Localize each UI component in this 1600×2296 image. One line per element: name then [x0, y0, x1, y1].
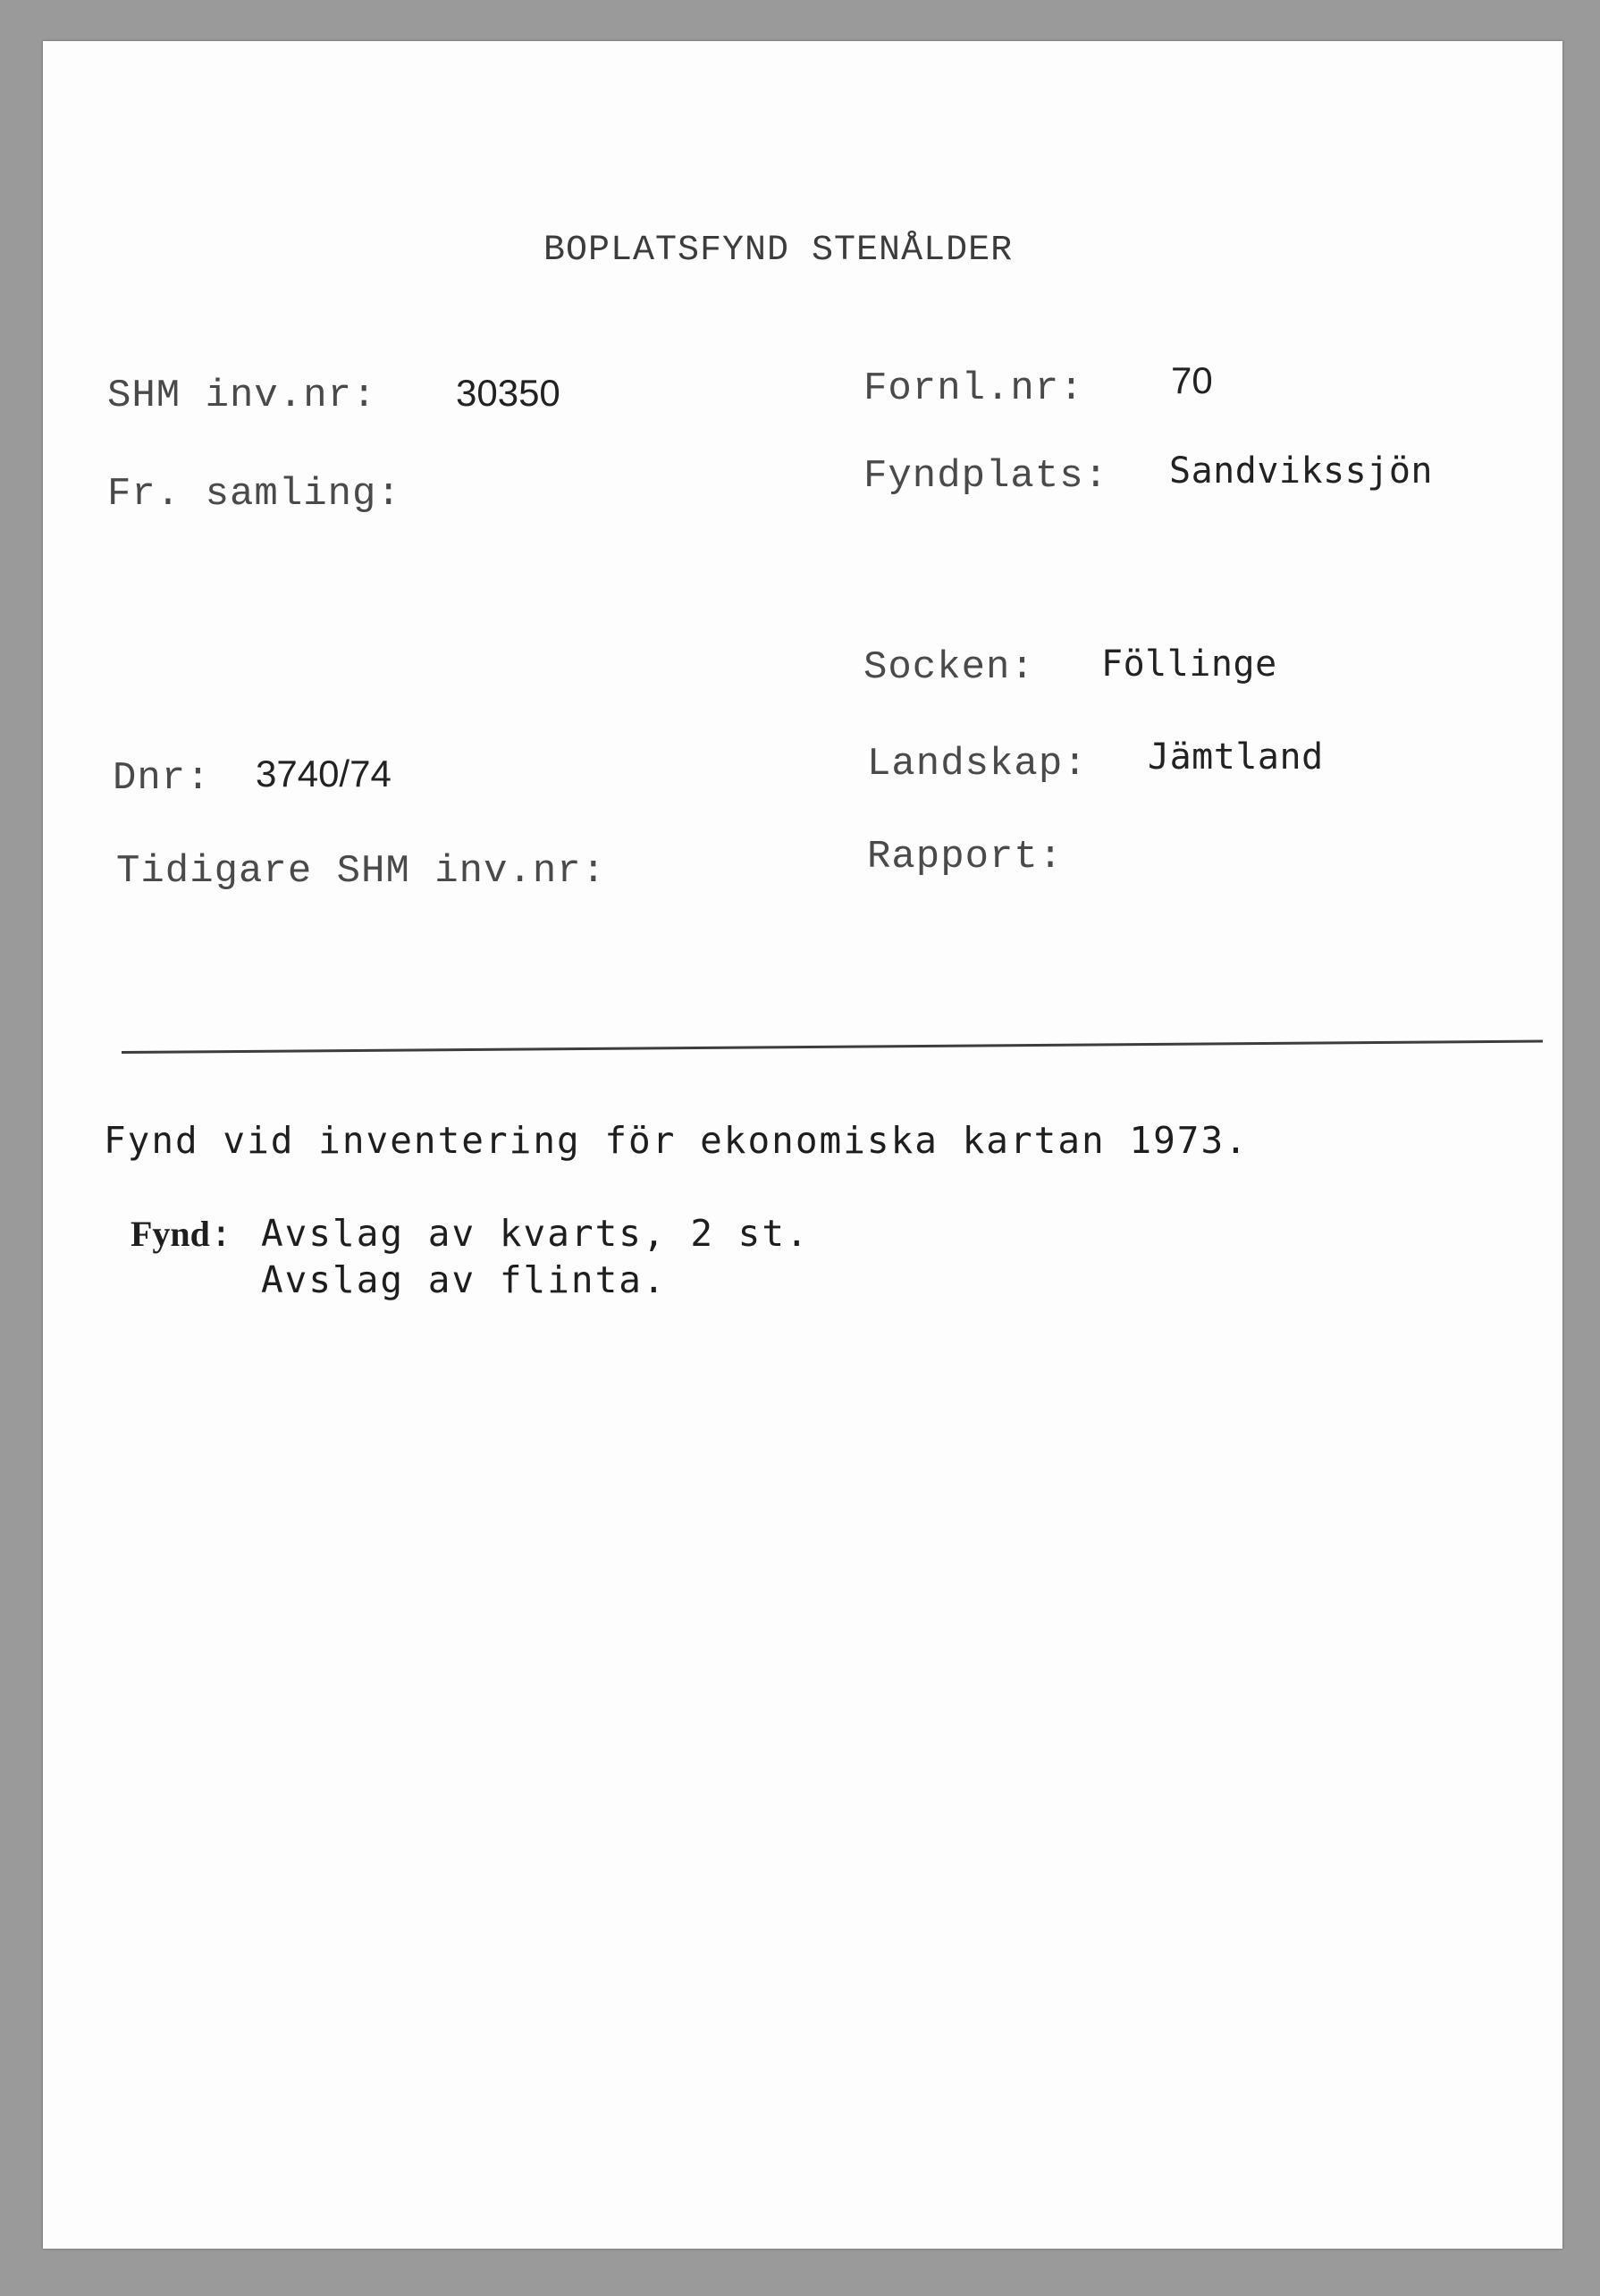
socken-label: Socken:	[863, 645, 1035, 690]
shm-inv-value: 30350	[456, 372, 560, 414]
rapport-label: Rapport:	[867, 835, 1064, 879]
fr-samling-label: Fr. samling:	[107, 472, 401, 517]
card-title: BOPLATSFYND STENÅLDER	[543, 231, 1014, 271]
catalog-card	[43, 41, 1562, 2249]
landskap-value: Jämtland	[1148, 736, 1324, 778]
divider-line	[122, 1040, 1543, 1054]
find-description: Fynd vid inventering för ekonomiska kartan 1973.	[104, 1119, 1249, 1162]
finds-label-group	[131, 1212, 234, 1255]
tidigare-shm-inv-label: Tidigare SHM inv.nr:	[116, 849, 607, 894]
dnr-label: Dnr:	[113, 756, 211, 801]
finds-label-colon: :	[209, 1212, 234, 1255]
socken-value: Föllinge	[1101, 643, 1277, 685]
dnr-value: 3740/74	[256, 753, 392, 795]
fyndplats-label: Fyndplats:	[863, 454, 1109, 499]
finds-label: Fynd	[131, 1214, 210, 1254]
fornl-value: 70	[1171, 359, 1213, 401]
finds-line-2: Avslag av flinta.	[261, 1258, 667, 1301]
finds-line-1: Avslag av kvarts, 2 st.	[261, 1212, 810, 1255]
fornl-label: Fornl.nr:	[863, 366, 1084, 411]
fyndplats-value: Sandvikssjön	[1169, 450, 1433, 492]
shm-inv-label: SHM inv.nr:	[107, 374, 377, 418]
landskap-label: Landskap:	[867, 742, 1088, 786]
